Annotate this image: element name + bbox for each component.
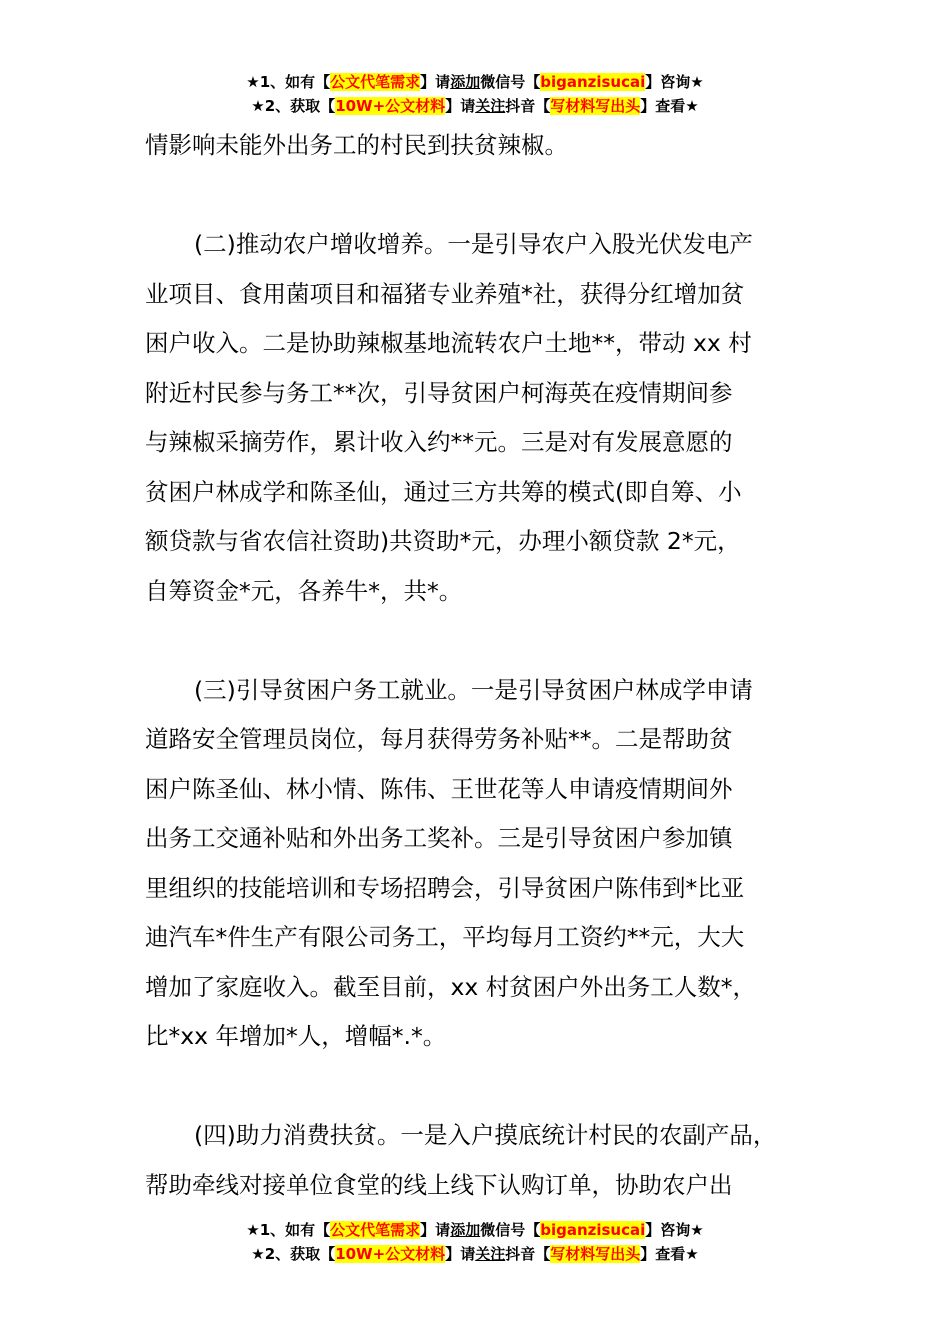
banner-emphasis: 添加: [450, 1221, 481, 1239]
banner-text: 】查看★: [640, 1245, 699, 1263]
paragraph-line: 贫困户林成学和陈圣仙，通过三方共筹的模式(即自筹、小: [145, 477, 742, 506]
banner-text: ★2、获取【: [251, 97, 336, 115]
banner-line-2: [0, 1242, 950, 1266]
paragraph-4: [145, 1111, 825, 1210]
banner-text: 】请: [445, 97, 476, 115]
paragraph-line: 自筹资金*元，各养牛*，共*。: [145, 576, 463, 605]
banner-text: 】咨询★: [645, 1221, 704, 1239]
paragraph-line: 出务工交通补贴和外出务工奖补。三是引导贫困户参加镇: [145, 824, 733, 852]
banner-highlight: 10W+公文材料: [335, 1245, 446, 1263]
paragraph-line: 困户陈圣仙、林小情、陈伟、王世花等人申请疫情期间外: [145, 774, 733, 803]
paragraph-line: (四)助力消费扶贫。一是入户摸底统计村民的农副产品，: [194, 1121, 777, 1149]
banner-text: 】请: [445, 1245, 476, 1263]
banner-line-2: [0, 94, 950, 118]
banner-douyin-id: 写材料写出头: [550, 1245, 641, 1263]
paragraph-line: 比*xx 年增加*人，增幅*.*。: [145, 1022, 447, 1050]
paragraph-line: 道路安全管理员岗位，每月获得劳务补贴**。二是帮助贫: [145, 725, 733, 753]
paragraph-line: 情影响未能外出务工的村民到扶贫辣椒。: [145, 131, 568, 159]
paragraph-line: 增加了家庭收入。截至目前，xx 村贫困户外出务工人数*，: [145, 972, 757, 1001]
footer-banner: [0, 1218, 950, 1266]
paragraph-line: 困户收入。二是协助辣椒基地流转农户土地**，带动 xx 村: [145, 329, 752, 357]
banner-wechat-id: biganzisucai: [540, 73, 646, 91]
banner-line-1: [0, 70, 950, 94]
paragraph-line: 帮助牵线对接单位食堂的线上线下认购订单，协助农户出: [145, 1170, 733, 1199]
paragraph-line: 额贷款与省农信社资助)共资助*元，办理小额贷款 2*元，: [145, 527, 741, 555]
paragraph-3: [145, 666, 825, 1062]
paragraph-line: 迪汽车*件生产有限公司务工，平均每月工资约**元，大大: [145, 923, 745, 951]
banner-text: 微信号【: [480, 73, 541, 91]
banner-highlight: 公文代笔需求: [330, 1221, 421, 1239]
banner-highlight: 公文代笔需求: [330, 73, 421, 91]
banner-text: 】请: [420, 73, 451, 91]
banner-douyin-id: 写材料写出头: [550, 97, 641, 115]
banner-text: 抖音【: [505, 97, 551, 115]
banner-wechat-id: biganzisucai: [540, 1221, 646, 1239]
paragraph-line: 附近村民参与务工**次，引导贫困户柯海英在疫情期间参: [145, 378, 733, 407]
header-banner: [0, 70, 950, 118]
banner-highlight: 10W+公文材料: [335, 97, 446, 115]
paragraph-line: 与辣椒采摘劳作，累计收入约**元。三是对有发展意愿的: [145, 428, 733, 456]
paragraph-2: [145, 220, 825, 616]
paragraph-line: 业项目、食用菌项目和福猪专业养殖*社，获得分红增加贫: [145, 279, 745, 308]
banner-emphasis: 关注: [475, 1245, 506, 1263]
banner-text: ★2、获取【: [251, 1245, 336, 1263]
banner-line-1: [0, 1218, 950, 1242]
banner-text: 】请: [420, 1221, 451, 1239]
banner-emphasis: 关注: [475, 97, 506, 115]
paragraph-line: 里组织的技能培训和专场招聘会，引导贫困户陈伟到*比亚: [145, 873, 745, 902]
banner-emphasis: 添加: [450, 73, 481, 91]
paragraph-line: (二)推动农户增收增养。一是引导农户入股光伏发电产: [194, 230, 753, 258]
document-body: [145, 121, 825, 1210]
paragraph-line: (三)引导贫困户务工就业。一是引导贫困户林成学申请: [194, 675, 753, 704]
banner-text: 】查看★: [640, 97, 699, 115]
banner-text: 抖音【: [505, 1245, 551, 1263]
banner-text: 微信号【: [480, 1221, 541, 1239]
banner-text: 】咨询★: [645, 73, 704, 91]
banner-text: ★1、如有【: [246, 73, 331, 91]
banner-text: ★1、如有【: [246, 1221, 331, 1239]
